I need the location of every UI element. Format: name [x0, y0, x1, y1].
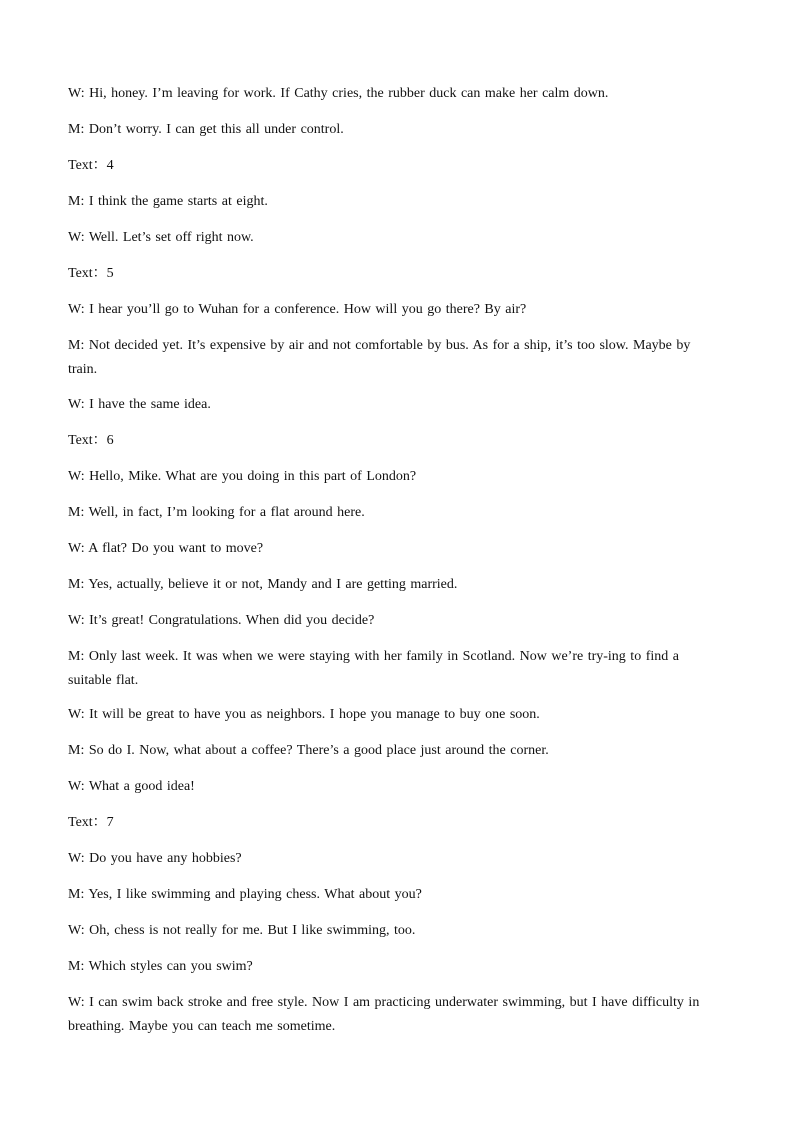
dialogue-line: M: I think the game starts at eight.	[68, 194, 268, 209]
dialogue-line: M: Yes, I like swimming and playing chess. What about you?	[68, 887, 422, 902]
dialogue-line: W: It will be great to have you as neighbors. I hope you manage to buy one soon.	[68, 707, 540, 722]
dialogue-line: W: What a good idea!	[68, 779, 195, 794]
dialogue-line: W: I have the same idea.	[68, 397, 211, 412]
dialogue-line: W: It’s great! Congratulations. When did you decide?	[68, 613, 375, 628]
dialogue-line: M: Not decided yet. It’s expensive by air and not comfortable by bus. As for a ship, it’s too slow. Maybe by train.	[68, 338, 691, 377]
text-heading: Text：4	[68, 158, 114, 173]
dialogue-line: M: Only last week. It was when we were staying with her family in Scotland. Now we’re try-ing to find a suitable flat.	[68, 649, 679, 688]
text-heading: Text：7	[68, 815, 114, 830]
dialogue-line: M: Which styles can you swim?	[68, 959, 253, 974]
dialogue-line: W: Well. Let’s set off right now.	[68, 230, 254, 245]
dialogue-line: W: I can swim back stroke and free style. Now I am practicing underwater swimming, but I have difficulty in breathing. Maybe you can teach me sometime.	[68, 995, 700, 1034]
text-heading: Text：6	[68, 433, 114, 448]
dialogue-line: W: Oh, chess is not really for me. But I like swimming, too.	[68, 923, 416, 938]
dialogue-line: W: Do you have any hobbies?	[68, 851, 242, 866]
text-heading: Text：5	[68, 266, 114, 281]
dialogue-line: W: Hi, honey. I’m leaving for work. If Cathy cries, the rubber duck can make her calm down.	[68, 86, 609, 101]
dialogue-line: W: Hello, Mike. What are you doing in this part of London?	[68, 469, 417, 484]
dialogue-line: M: Don’t worry. I can get this all under control.	[68, 122, 344, 137]
dialogue-line: M: Yes, actually, believe it or not, Mandy and I are getting married.	[68, 577, 458, 592]
dialogue-line: M: So do I. Now, what about a coffee? There’s a good place just around the corner.	[68, 743, 549, 758]
dialogue-line: W: I hear you’ll go to Wuhan for a conference. How will you go there? By air?	[68, 302, 527, 317]
dialogue-line: M: Well, in fact, I’m looking for a flat around here.	[68, 505, 365, 520]
dialogue-line: W: A flat? Do you want to move?	[68, 541, 264, 556]
